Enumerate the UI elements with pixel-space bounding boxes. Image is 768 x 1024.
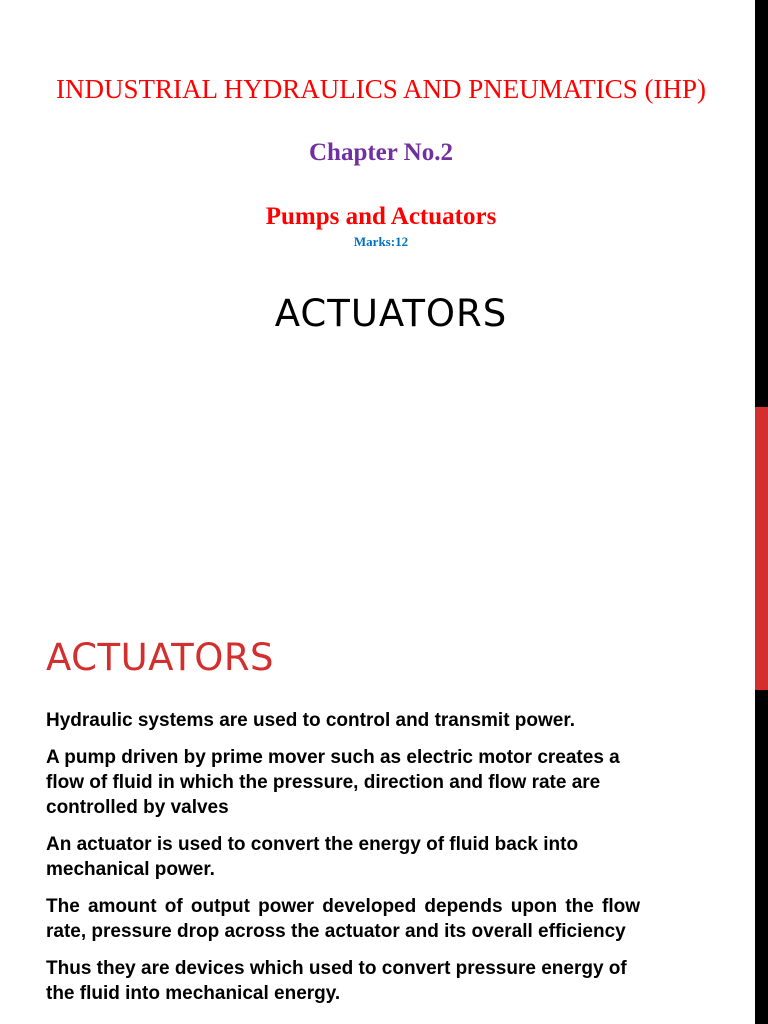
edge-bar-red-accent [755, 407, 768, 690]
bullet-item: Thus they are devices which used to convert pressure energy of the fluid into mechanical energy. [46, 958, 627, 1004]
course-title: INDUSTRIAL HYDRAULICS AND PNEUMATICS (IHP) [55, 74, 707, 104]
bullet-item: The amount of output power developed depends upon the flow rate, pressure drop across the actuator and its overall efficiency [46, 896, 640, 942]
chapter-subtitle: Pumps and Actuators [265, 203, 497, 230]
chapter-number: Chapter No.2 [309, 139, 453, 166]
marks-label: Marks:12 [353, 234, 409, 249]
bullet-item: Hydraulic systems are used to control and transmit power. [46, 710, 575, 731]
content-slide-heading: ACTUATORS [46, 636, 275, 679]
bullet-list [46, 708, 640, 1018]
bullet-item: An actuator is used to convert the energy of fluid back into mechanical power. [46, 834, 579, 880]
bullet-item: A pump driven by prime mover such as electric motor creates a flow of fluid in which the pressure, direction and flow rate are controlled by valves [46, 747, 620, 818]
edge-bar-black-bottom [755, 690, 768, 1024]
title-slide-heading: ACTUATORS [274, 292, 508, 335]
